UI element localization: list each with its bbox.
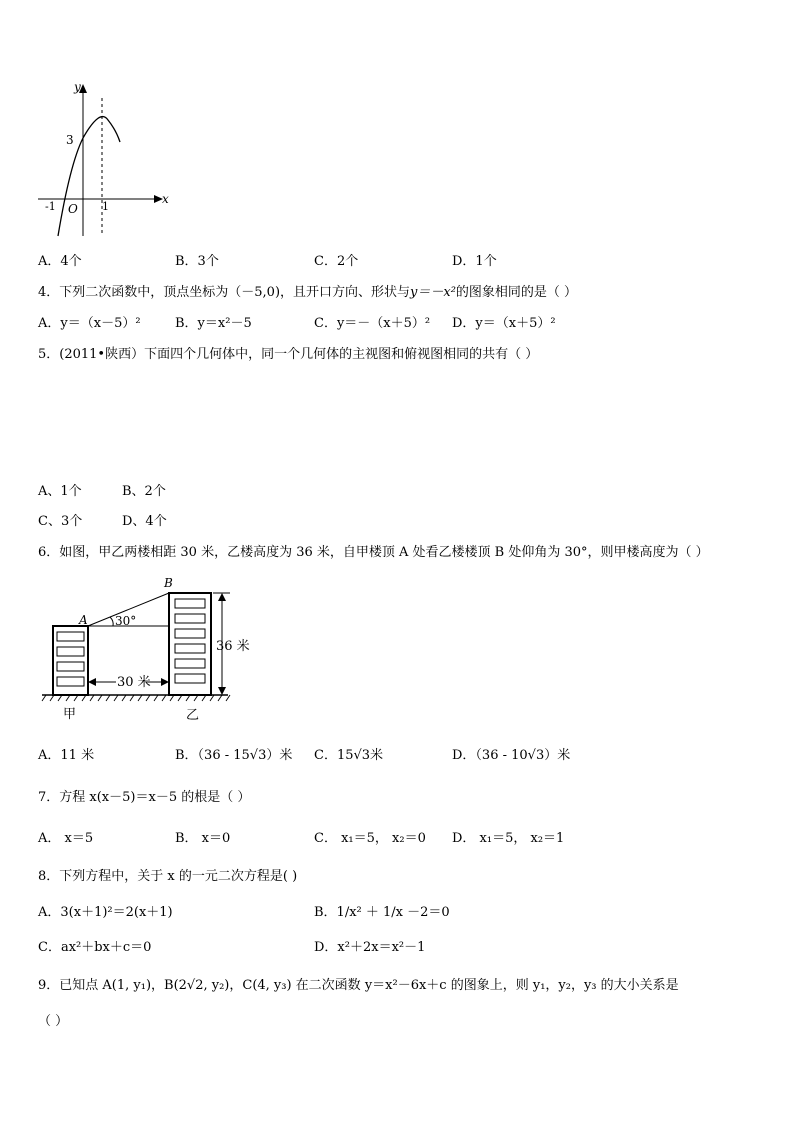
q8-option-d: D．x²＋2x＝x²－1 (314, 940, 426, 955)
q6-label-a: A (79, 613, 88, 627)
q6-stem: 6．如图，甲乙两楼相距 30 米，乙楼高度为 36 米，自甲楼顶 A 处看乙楼楼顶 B 处仰角为 30°，则甲楼高度为（ ） (38, 545, 709, 560)
q6-option-b: B．（36 - 15√3）米 (175, 748, 293, 763)
q5-option-d: D、4个 (122, 514, 167, 529)
graph-label-3: 3 (66, 133, 74, 147)
q4-option-c: C．y＝－（x＋5）² (314, 316, 431, 331)
q4-stem-part-a: 4．下列二次函数中，顶点坐标为（－5,0)，且开口方向、形状与 (38, 285, 411, 300)
q5-option-b: B、2个 (122, 484, 166, 499)
q6-building-left-label: 甲 (63, 707, 77, 722)
q6-building-right-label: 乙 (186, 708, 200, 723)
q6-option-a: A．11 米 (38, 748, 95, 763)
q5-stem: 5．(2011•陕西）下面四个几何体中，同一个几何体的主视图和俯视图相同的共有（ ） (38, 347, 539, 362)
q4-option-b: B．y＝x²－5 (175, 316, 252, 331)
q4-stem (38, 281, 577, 300)
q6-buildings-figure (38, 572, 258, 724)
q6-label-b: B (164, 576, 173, 590)
q4-stem-part-b: y＝－x² (410, 285, 456, 300)
q3-option-c: C．2个 (314, 254, 359, 269)
q7-option-a: A． x＝5 (38, 831, 94, 846)
q8-stem: 8．下列方程中，关于 x 的一元二次方程是( ) (38, 869, 298, 884)
q4-option-a: A．y＝（x－5）² (38, 316, 141, 331)
q9-stem: 9．已知点 A(1, y₁)，B(2√2, y₂)，C(4, y₃) 在二次函数 y＝x²－6x＋c 的图象上，则 y₁，y₂，y₃ 的大小关系是 (38, 978, 679, 993)
q4-stem-part-c: 的图象相同的是（ ） (455, 285, 578, 300)
graph-axis-y-label: y (74, 80, 81, 94)
q8-option-c: C．ax²＋bx＋c＝0 (38, 940, 152, 955)
q6-angle-label: 30° (115, 614, 137, 628)
q8-option-b: B．1/x² ＋ 1/x －2＝0 (314, 905, 450, 920)
q7-option-b: B． x＝0 (175, 831, 231, 846)
q8-option-a: A．3(x＋1)²＝2(x＋1) (38, 905, 173, 920)
q3-option-d: D．1个 (452, 254, 497, 269)
q9-paren: （ ） (38, 1014, 69, 1029)
q7-option-d: D． x₁＝5， x₂＝1 (452, 831, 565, 846)
q4-option-d: D．y＝（x＋5）² (452, 316, 556, 331)
q6-height-label: 36 米 (216, 639, 250, 654)
q7-option-c: C． x₁＝5， x₂＝0 (314, 831, 426, 846)
q6-distance-label: 30 米 (117, 675, 151, 690)
graph-label-o: O (68, 202, 78, 216)
q6-option-c: C．15√3米 (314, 748, 384, 763)
q5-option-c: C、3个 (38, 514, 83, 529)
q6-option-d: D．（36 - 10√3）米 (452, 748, 571, 763)
q5-option-a: A、1个 (38, 484, 82, 499)
q3-option-b: B．3个 (175, 254, 219, 269)
graph-label-neg1: -1 (45, 200, 56, 213)
q7-stem: 7．方程 x(x－5)＝x－5 的根是（ ） (38, 790, 251, 805)
q3-option-a: A．4个 (38, 254, 82, 269)
graph-axis-x-label: x (162, 192, 169, 206)
graph-label-1: 1 (102, 200, 109, 213)
parabola-graph (30, 78, 180, 238)
